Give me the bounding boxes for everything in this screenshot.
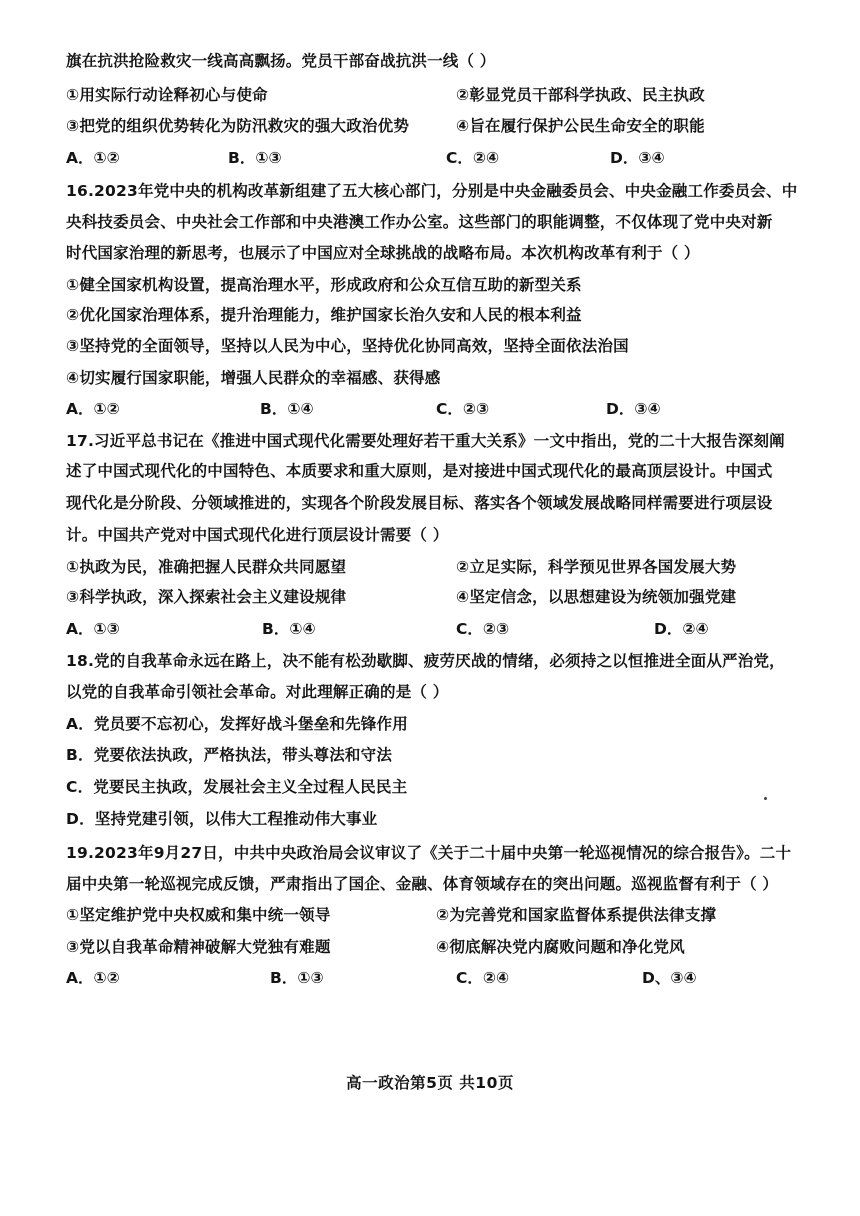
q15-stem: 旗在抗洪抢险救灾一线高高飘扬。党员干部奋战抗洪一线（ ） [66,52,496,70]
speck-mark [764,797,767,800]
q19-choice-b: B．①③ [270,969,324,987]
q18-stem-line-2: 以党的自我革命引领社会革命。对此理解正确的是（ ） [66,683,449,701]
q18-choice-a: A．党员要不忘初心，发挥好战斗堡垒和先锋作用 [66,715,408,733]
q19-choice-a: A．①② [66,969,120,987]
q15-item-3: ③把党的组织优势转化为防汛救灾的强大政治优势 [66,117,410,135]
q15-choice-d: D．③④ [610,149,665,167]
q16-choice-c: C．②③ [436,400,490,418]
q17-item-1: ①执政为民，准确把握人民群众共同愿望 [66,558,347,576]
q19-stem-line-1: 19.2023年9月27日，中共中央政治局会议审议了《关于二十届中央第一轮巡视情况的综合报告》。二十 [66,844,792,862]
q17-stem-line-2: 述了中国式现代化的中国特色、本质要求和重大原则，是对接进中国式现代化的最高顶层设计。中国式 [66,462,773,480]
q15-choice-a: A．①② [66,149,120,167]
q16-stem-line-3: 时代国家治理的新思考，也展示了中国应对全球挑战的战略布局。本次机构改革有利于（ ） [66,244,700,262]
q16-stem-line-1: 16.2023年党中央的机构改革新组建了五大核心部门，分别是中央金融委员会、中央金融工作委员会、中 [66,182,798,200]
q18-stem-line-1: 18.党的自我革命永远在路上，决不能有松劲歇脚、疲劳厌战的情绪，必须持之以恒推进全面从严治党， [66,652,785,670]
q19-item-1: ①坚定维护党中央权威和集中统一领导 [66,906,331,924]
q19-item-4: ④彻底解决党内腐败问题和净化党风 [436,938,685,956]
q19-choice-c: C．②④ [456,969,510,987]
q17-stem-line-4: 计。中国共产党对中国式现代化进行顶层设计需要（ ） [66,526,449,544]
q19-choice-d: D、③④ [642,969,697,987]
q16-choice-a: A．①② [66,400,120,418]
q17-item-2: ②立足实际，科学预见世界各国发展大势 [456,558,737,576]
q17-item-3: ③科学执政，深入探索社会主义建设规律 [66,588,347,606]
q16-stem-line-2: 央科技委员会、中央社会工作部和中央港澳工作办公室。这些部门的职能调整，不仅体现了党中央对新 [66,213,773,231]
q19-item-2: ②为完善党和国家监督体系提供法律支撑 [436,906,717,924]
q17-choice-d: D．②④ [654,620,709,638]
q15-item-2: ②彰显党员干部科学执政、民主执政 [456,86,705,104]
q16-item-2: ②优化国家治理体系，提升治理能力，维护国家长治久安和人民的根本利益 [66,306,582,324]
q17-choice-b: B．①④ [262,620,316,638]
q15-item-1: ①用实际行动诠释初心与使命 [66,86,268,104]
q15-choice-b: B．①③ [228,149,282,167]
q16-item-3: ③坚持党的全面领导，坚持以人民为中心，坚持优化协同高效，坚持全面依法治国 [66,337,629,355]
q16-item-1: ①健全国家机构设置，提高治理水平，形成政府和公众互信互助的新型关系 [66,276,582,294]
q16-item-4: ④切实履行国家职能，增强人民群众的幸福感、获得感 [66,369,441,387]
q17-item-4: ④坚定信念，以思想建设为统领加强党建 [456,588,737,606]
q16-choice-b: B．①④ [260,400,314,418]
q17-choice-a: A．①③ [66,620,120,638]
q17-stem-line-1: 17.习近平总书记在《推进中国式现代化需要处理好若干重大关系》一文中指出，党的二十大报告深刻阐 [66,432,785,450]
q19-stem-line-2: 届中央第一轮巡视完成反馈，严肃指出了国企、金融、体育领域存在的突出问题。巡视监督有利于（ ） [66,875,779,893]
q15-choice-c: C．②④ [446,149,500,167]
q15-item-4: ④旨在履行保护公民生命安全的职能 [456,117,705,135]
q17-choice-c: C．②③ [456,620,510,638]
q18-choice-b: B．党要依法执政，严格执法，带头尊法和守法 [66,746,393,764]
q17-stem-line-3: 现代化是分阶段、分领域推进的，实现各个阶段发展目标、落实各个领域发展战略同样需要进行项层设 [66,494,773,512]
q18-choice-c: C．党要民主执政，发展社会主义全过程人民民主 [66,778,408,796]
q19-item-3: ③党以自我革命精神破解大党独有难题 [66,938,331,956]
page-footer: 高一政治第5页 共10页 [346,1074,514,1092]
q18-choice-d: D．坚持党建引领，以伟大工程推动伟大事业 [66,810,378,828]
q16-choice-d: D．③④ [606,400,661,418]
